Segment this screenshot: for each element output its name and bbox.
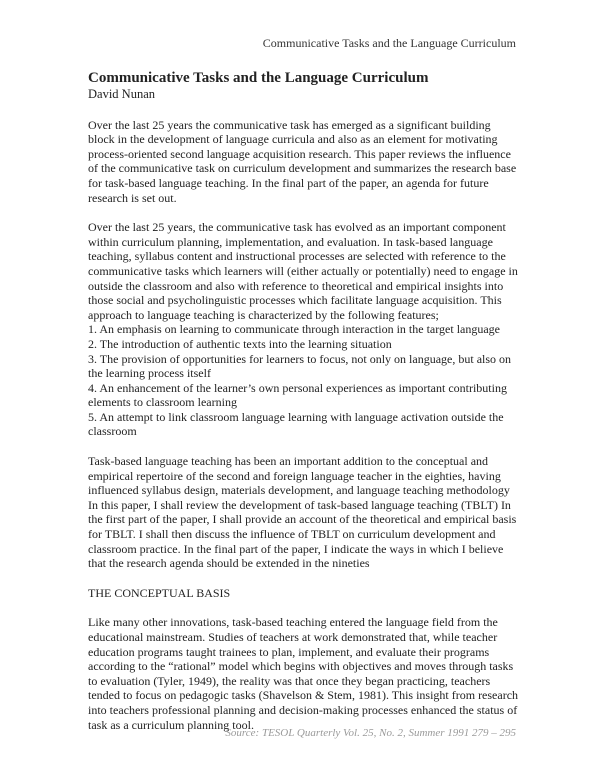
article-body	[88, 70, 520, 747]
intro-paragraph: Over the last 25 years, the communicative task has evolved as an important component within curriculum planning, implementation, and evaluation. In task-based language teaching, syllabus content and instructional processes are selected with reference to the communicative tasks which learners will (either actually or potentially) need to engage in outside the classroom and also with reference to theoretical and empirical insights into those social and psycholinguistic processes which facilitate language acquisition. This approach to language teaching is characterized by the following features;	[88, 220, 518, 322]
feature-item: 3. The provision of opportunities for learners to focus, not only on language, but also on the learning process itself	[88, 351, 512, 381]
feature-item: 2. The introduction of authentic texts into the learning situation	[88, 336, 392, 351]
intro-block	[88, 220, 520, 439]
feature-item: 4. An enhancement of the learner’s own personal experiences as important contributing elements to classroom learning	[88, 380, 507, 410]
running-header: Communicative Tasks and the Language Curriculum	[262, 36, 516, 50]
section-paragraph: Like many other innovations, task-based teaching entered the language field from the educational mainstream. Studies of teachers at work demonstrated that, while teacher education programs taught trainees to plan, implement, and evaluate their programs according to the “rational” model which begins with objectives and moves through tasks to evaluation (Tyler, 1949), the reality was that once they began practicing, teachers tended to focus on pedagogic tasks (Shavelson & Stem, 1981). This insight from research into teachers professional planning and decision-making processes enhanced the status of task as a curriculum planning tool.	[88, 615, 519, 732]
body-paragraph: Task-based language teaching has been an important addition to the conceptual and empirical repertoire of the second and foreign language teacher in the eighties, having influenced syllabus design, materials development, and language teaching methodology In this paper, I shall review the development of task-based language teaching (TBLT) In the first part of the paper, I shall provide an account of the theoretical and empirical basis for TBLT. I shall then discuss the influence of TBLT on curriculum development and classroom practice. In the final part of the paper, I indicate the ways in which I believe that the research agenda should be extended in the nineties	[88, 454, 517, 571]
features-list	[88, 322, 520, 439]
feature-item: 1. An emphasis on learning to communicate through interaction in the target language	[88, 322, 501, 337]
article-author: David Nunan	[88, 87, 155, 101]
feature-item: 5. An attempt to link classroom language learning with language activation outside the classroom	[88, 409, 504, 439]
article-title: Communicative Tasks and the Language Curriculum	[88, 70, 429, 86]
section-heading: THE CONCEPTUAL BASIS	[88, 585, 231, 600]
abstract-paragraph: Over the last 25 years the communicative task has emerged as a significant building block in the development of language curricula and also as an element for motivating process-oriented second language acquisition research. This paper reviews the influence of the communicative task on curriculum development and summarizes the research base for task-based language teaching. In the final part of the paper, an agenda for future research is set out.	[88, 117, 517, 205]
source-footer: Source: TESOL Quarterly Vol. 25, No. 2, Summer 1991 279 – 295	[225, 727, 516, 739]
